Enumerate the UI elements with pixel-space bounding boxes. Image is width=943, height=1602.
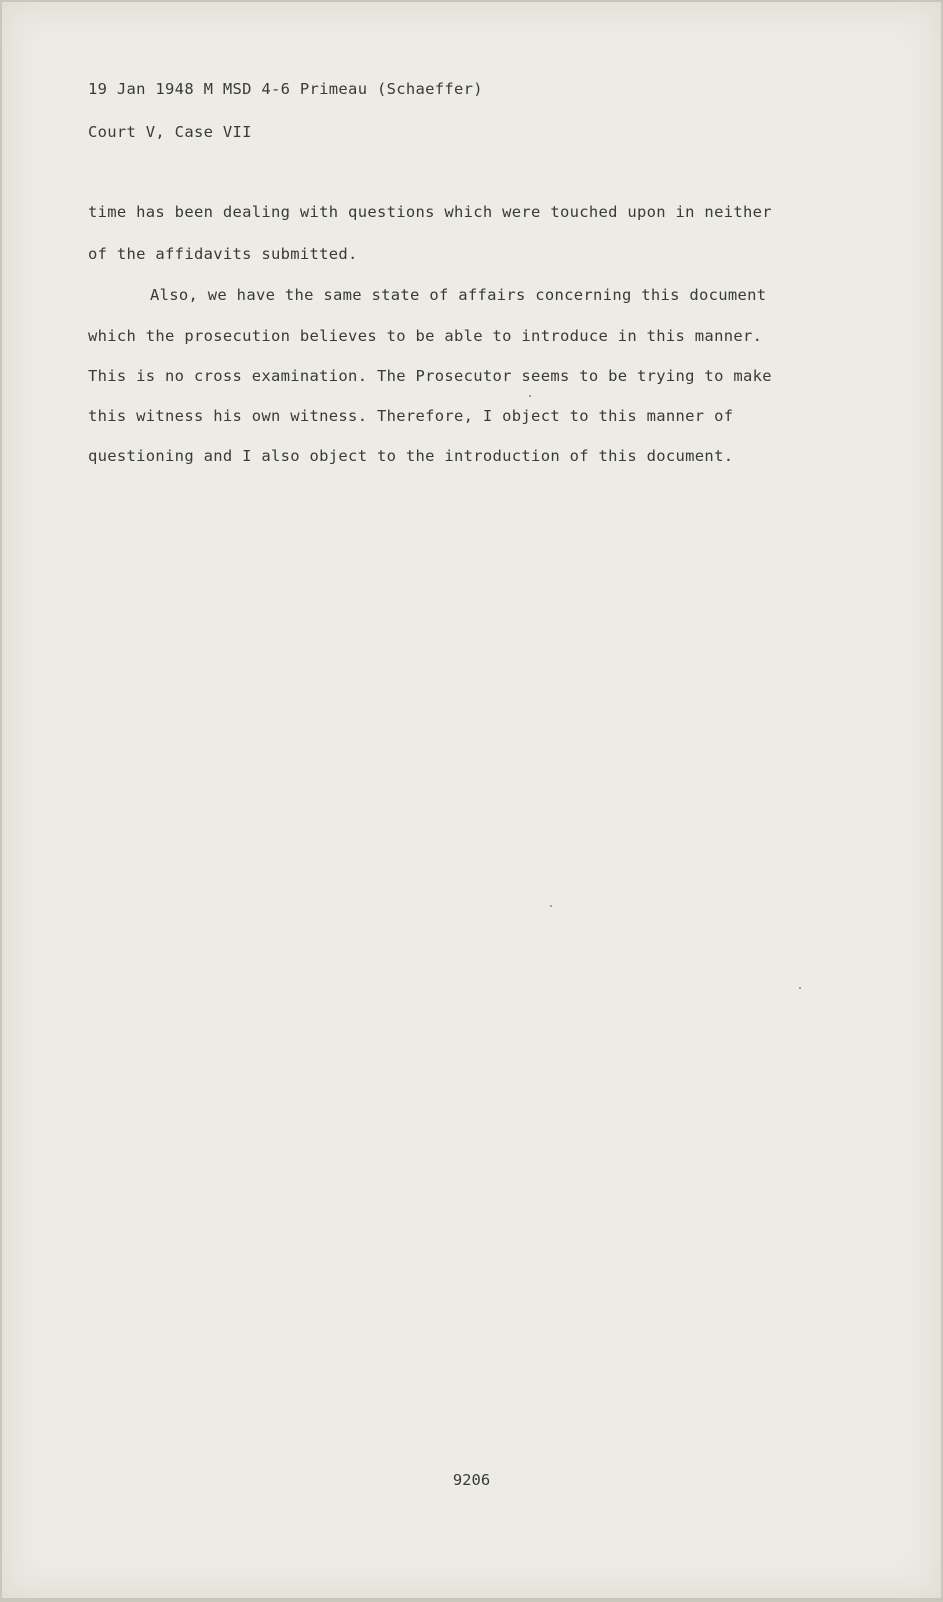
body-line-6: this witness his own witness. Therefore, I object to this manner of <box>88 407 734 425</box>
header-court-line: Court V, Case VII <box>88 123 252 141</box>
body-line-7: questioning and I also object to the introduction of this document. <box>88 447 734 465</box>
body-line-3: Also, we have the same state of affairs concerning this document <box>150 286 767 304</box>
paper-speck <box>799 987 801 989</box>
body-line-2: of the affidavits submitted. <box>88 245 358 263</box>
paper-speck <box>550 905 552 907</box>
paper-speck <box>529 395 531 397</box>
body-line-5: This is no cross examination. The Prosecutor seems to be trying to make <box>88 367 772 385</box>
page-number: 9206 <box>452 1471 491 1489</box>
document-page <box>2 2 941 1598</box>
header-date-line: 19 Jan 1948 M MSD 4-6 Primeau (Schaeffer) <box>88 80 483 98</box>
body-line-4: which the prosecution believes to be able to introduce in this manner. <box>88 327 763 345</box>
body-line-1: time has been dealing with questions which were touched upon in neither <box>88 203 772 221</box>
